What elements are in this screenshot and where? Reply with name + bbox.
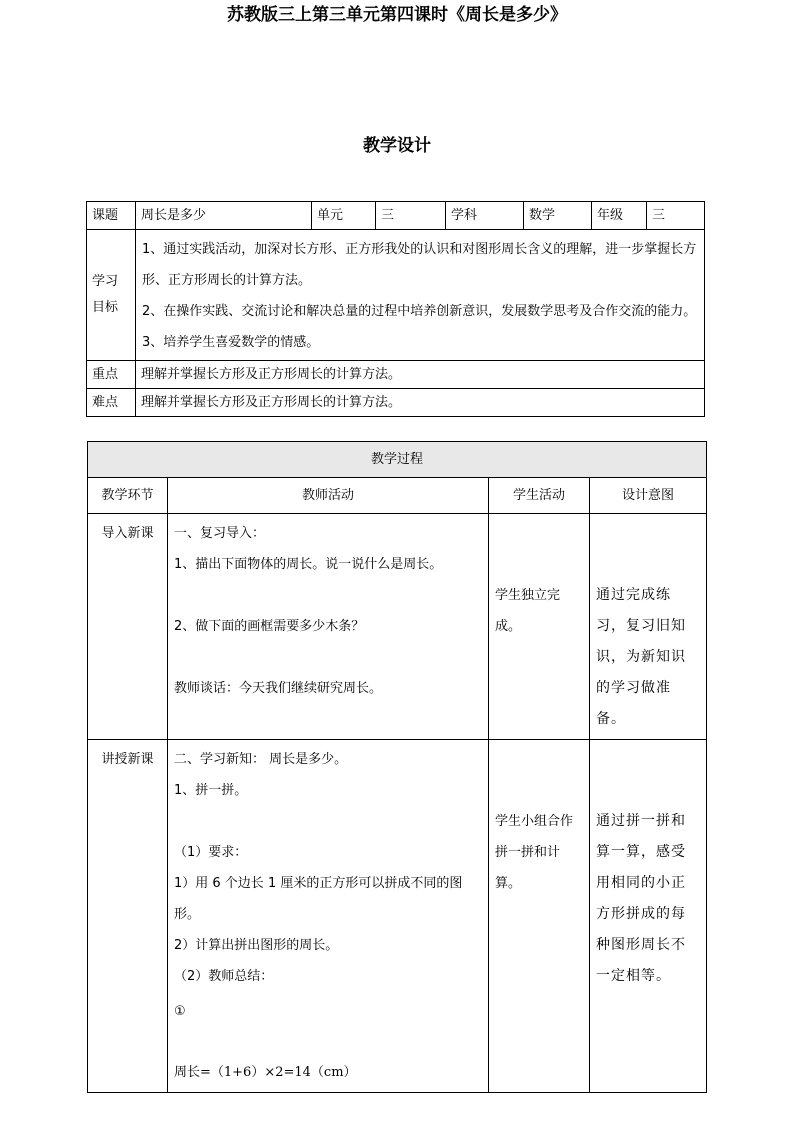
teacher-line: 2）计算出拼出图形的周长。	[174, 938, 339, 953]
stage-cell: 导入新课	[88, 514, 168, 740]
objective-item: 3、培养学生喜爱数学的情感。	[142, 335, 320, 350]
topic-row	[87, 202, 705, 230]
objectives-label	[87, 230, 136, 361]
objectives-label-line-2: 目标	[92, 300, 119, 315]
process-row-intro	[88, 514, 707, 740]
objective-item: 2、在操作实践、交流讨论和解决总量的过程中培养创新意识，发展数学思考及合作交流的能力。	[142, 304, 697, 319]
difficulty-value: 理解并掌握长方形及正方形周长的计算方法。	[136, 389, 705, 417]
document-title: 苏教版三上第三单元第四课时《周长是多少》	[227, 5, 567, 25]
objectives-content	[136, 230, 705, 361]
teacher-activity-cell	[168, 514, 489, 740]
unit-label: 单元	[312, 202, 376, 230]
teacher-blank	[174, 580, 482, 611]
topic-label: 课题	[87, 202, 136, 230]
design-intent: 通过完成练习，复习旧知识，为新知识的学习做准备。	[596, 587, 686, 727]
key-point-row	[87, 361, 705, 389]
teacher-line: 周长=（1+6）×2=14（cm）	[174, 1065, 357, 1080]
process-title-row	[88, 442, 707, 478]
process-header-row	[88, 478, 707, 514]
teaching-process-table	[87, 441, 707, 1093]
process-title: 教学过程	[88, 442, 707, 478]
header-intent: 设计意图	[590, 478, 707, 514]
grade-value: 三	[647, 202, 705, 230]
process-row-new	[88, 740, 707, 1093]
header-student: 学生活动	[489, 478, 590, 514]
subject-value: 数学	[524, 202, 592, 230]
design-intent: 通过拼一拼和算一算，感受用相同的小正方形拼成的每种图形周长不一定相等。	[596, 813, 686, 984]
objective-item: 1、通过实践活动，加深对长方形、正方形我处的认识和对图形周长含义的理解，进一步掌握长方形、正方形周长的计算方法。	[142, 242, 697, 288]
design-intent-cell	[590, 740, 707, 1093]
key-point-value: 理解并掌握长方形及正方形周长的计算方法。	[136, 361, 705, 389]
teacher-line: 2、做下面的画框需要多少木条？	[174, 619, 365, 634]
difficulty-label: 难点	[87, 389, 136, 417]
student-activity: 学生独立完成。	[495, 588, 561, 634]
teacher-line: 二、学习新知： 周长是多少。	[174, 752, 348, 767]
design-intent-cell	[590, 514, 707, 740]
stage-cell: 讲授新课	[88, 740, 168, 1093]
student-activity-cell	[489, 514, 590, 740]
grade-label: 年级	[592, 202, 647, 230]
teacher-blank	[174, 806, 482, 837]
teacher-line: 1、描出下面物体的周长。说一说什么是周长。	[174, 557, 443, 572]
topic-value: 周长是多少	[136, 202, 312, 230]
teacher-line: ①	[174, 1004, 186, 1019]
subject-label: 学科	[446, 202, 524, 230]
teacher-line: （1）要求：	[174, 845, 248, 860]
key-point-label: 重点	[87, 361, 136, 389]
teacher-line: 1）用 6 个边长 1 厘米的正方形可以拼成不同的图形。	[174, 876, 463, 922]
teacher-blank	[174, 642, 482, 673]
header-teacher: 教师活动	[168, 478, 489, 514]
difficulty-row	[87, 389, 705, 417]
student-activity: 学生小组合作拼一拼和计算。	[495, 814, 574, 891]
teacher-line: 教师谈话：今天我们继续研究周长。	[174, 681, 383, 696]
document-subtitle: 教学设计	[363, 136, 431, 156]
lesson-info-table	[86, 201, 705, 417]
objectives-label-line-1: 学习	[92, 274, 119, 289]
student-activity-cell	[489, 740, 590, 1093]
teacher-line: 一、复习导入：	[174, 526, 266, 541]
unit-value: 三	[376, 202, 446, 230]
objectives-row	[87, 230, 705, 361]
teacher-activity-cell	[168, 740, 489, 1093]
teacher-line: （2）教师总结：	[174, 969, 274, 984]
teacher-line: 1、拼一拼。	[174, 783, 248, 798]
teacher-blank	[174, 1027, 482, 1057]
header-stage: 教学环节	[88, 478, 168, 514]
